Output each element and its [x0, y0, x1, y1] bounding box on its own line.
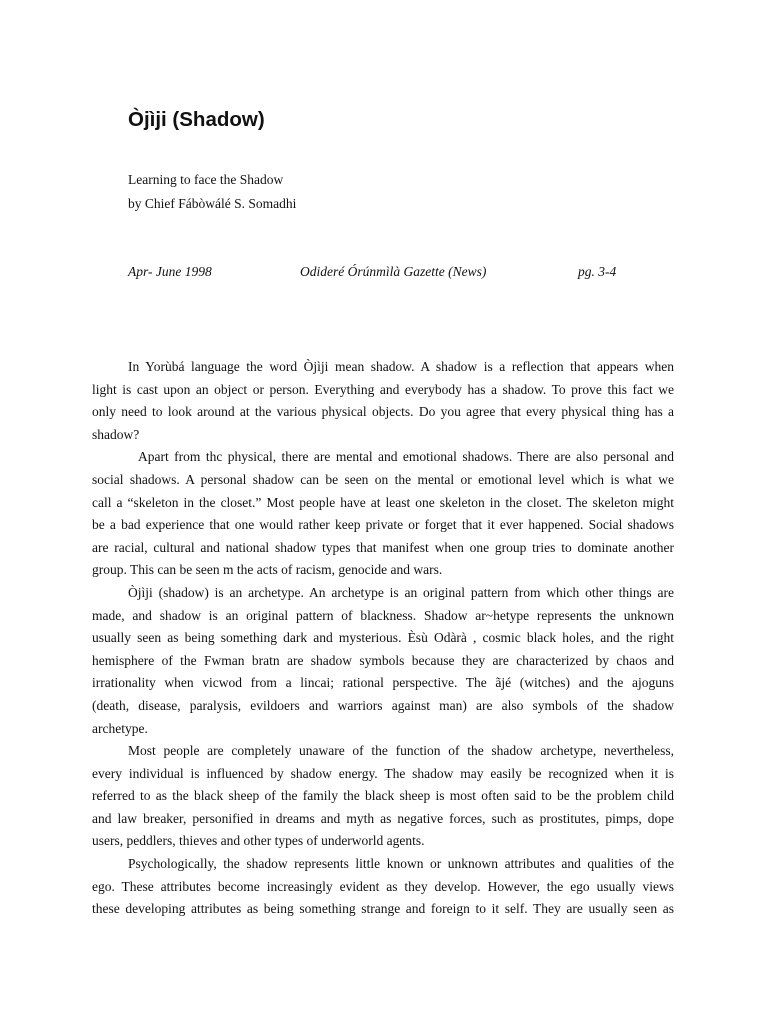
body-line: Psychologically, the shadow represents little known or unknown attributes and qualities of the — [128, 856, 674, 872]
page-range: pg. 3-4 — [578, 264, 617, 279]
body-line: archetype. — [92, 720, 148, 736]
document-title: Òjìji (Shadow) — [128, 108, 265, 131]
body-line: group. This can be seen m the acts of racism, genocide and wars. — [92, 562, 443, 578]
publication-date: Apr- June 1998 — [128, 264, 212, 279]
publication-name: Odideré Órúnmìlà Gazette (News) — [300, 264, 487, 279]
body-line: are racial, cultural and national shadow types that manifest when one group tries to dominate another — [92, 539, 674, 555]
document-subtitle: Learning to face the Shadow — [128, 172, 284, 187]
body-line: and law breaker, personified in dreams and myth as negative forces, such as prostitutes, pimps, dope — [92, 810, 674, 826]
body-line: Most people are completely unaware of the function of the shadow archetype, nevertheless, — [128, 743, 674, 759]
body-line: irrationality when vicwod from a lincai; rational perspective. The ãjé (witches) and the ajoguns — [92, 675, 674, 691]
body-line: users, peddlers, thieves and other types of underworld agents. — [92, 833, 425, 849]
body-line: shadow? — [92, 426, 140, 442]
body-line: In Yorùbá language the word Òjìji mean shadow. A shadow is a reflection that appears when — [128, 359, 674, 374]
body-line: every individual is influenced by shadow energy. The shadow may easily be recognized when it is — [92, 765, 674, 781]
body-line: Apart from thc physical, there are mental and emotional shadows. There are also personal and — [138, 449, 674, 465]
body-line: light is cast upon an object or person. Everything and everybody has a shadow. To prove this fact we — [92, 381, 674, 397]
author-line: by Chief Fábòwálé S. Somadhi — [128, 196, 297, 211]
article-body — [92, 356, 674, 921]
body-line: Òjìji (shadow) is an archetype. An archetype is an original pattern from which other things are — [128, 584, 674, 600]
body-line: made, and shadow is an original pattern of blackness. Shadow ar~hetype represents the unknown — [92, 607, 674, 623]
body-line: usually seen as being something dark and mysterious. Èsù Odàrà , cosmic black holes, and the right — [92, 630, 674, 646]
body-line: ego. These attributes become increasingly evident as they develop. However, the ego usually views — [92, 878, 674, 894]
body-line: referred to as the black sheep of the family the black sheep is most often said to be the problem child — [92, 788, 674, 804]
body-line: (death, disease, paralysis, evildoers and warriors against man) are also symbols of the shadow — [92, 697, 674, 713]
body-line: these developing attributes as being something strange and foreign to it self. They are usually seen as — [92, 901, 674, 917]
body-line: be a bad experience that one would rather keep private or forget that it ever happened. Social shadows — [92, 517, 674, 533]
body-line: only need to look around at the various physical objects. Do you agree that every physical thing has a — [92, 404, 674, 420]
body-line: call a “skeleton in the closet.” Most people have at least one skeleton in the closet. The skeleton might — [92, 494, 674, 510]
body-line: hemisphere of the Fwman bratn are shadow symbols because they are characterized by chaos and — [92, 652, 674, 668]
body-line: social shadows. A personal shadow can be seen on the mental or emotional level which is what we — [92, 471, 674, 487]
byline-block — [128, 168, 296, 216]
